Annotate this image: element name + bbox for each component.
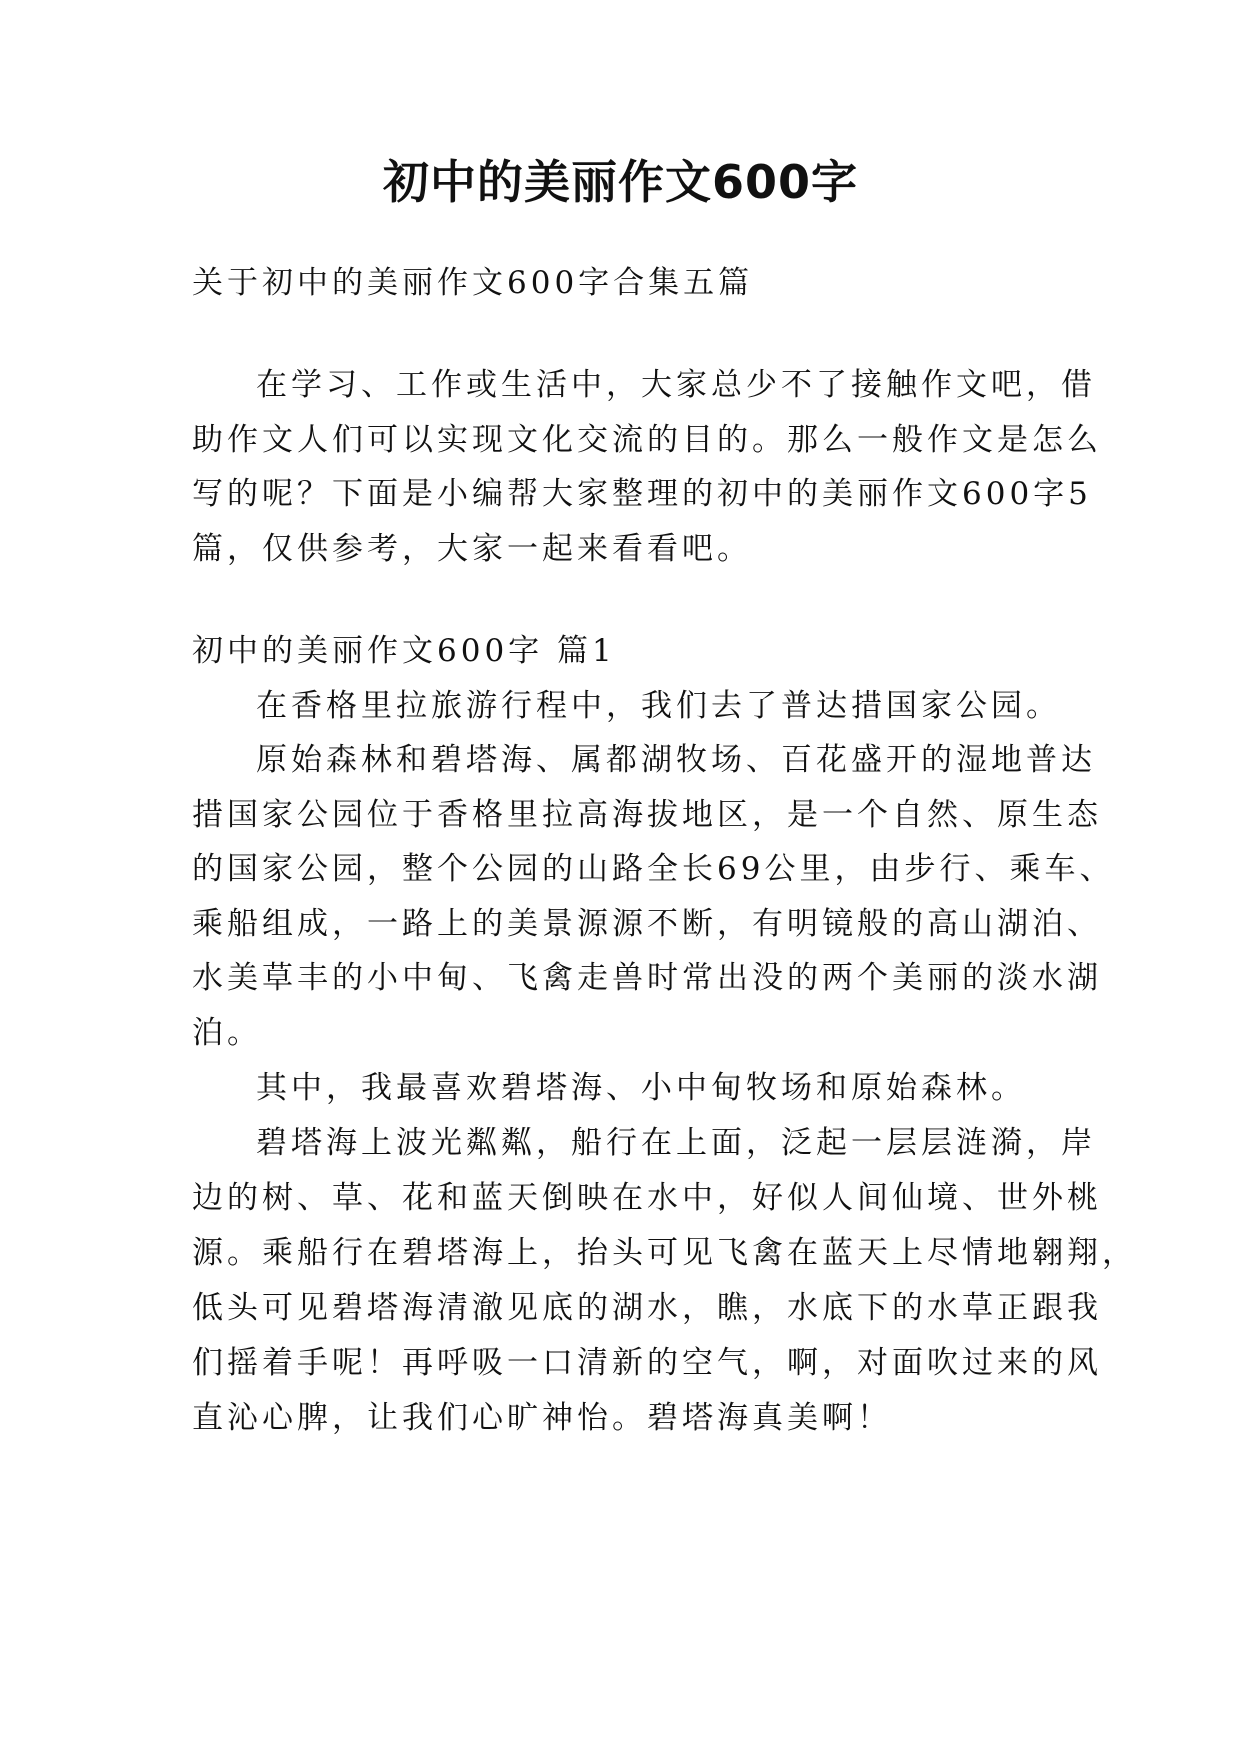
intro-line: 篇，仅供参考，大家一起来看看吧。 [192, 531, 752, 567]
body-line: 的国家公园，整个公园的山路全长69公里，由步行、乘车、 [192, 851, 1115, 887]
body-line: 碧塔海上波光粼粼，船行在上面，泛起一层层涟漪，岸 [256, 1125, 1096, 1161]
body-line: 乘船组成，一路上的美景源源不断，有明镜般的高山湖泊、 [192, 906, 1102, 942]
document-title: 初中的美丽作文600字 [382, 155, 859, 209]
section-heading: 初中的美丽作文600字 篇1 [192, 633, 616, 669]
body-line: 直沁心脾，让我们心旷神怡。碧塔海真美啊！ [192, 1400, 892, 1436]
body-line: 原始森林和碧塔海、属都湖牧场、百花盛开的湿地普达 [256, 742, 1096, 778]
body-line: 其中，我最喜欢碧塔海、小中甸牧场和原始森林。 [256, 1070, 1026, 1106]
body-line: 措国家公园位于香格里拉高海拔地区，是一个自然、原生态 [192, 797, 1102, 833]
body-line: 在香格里拉旅游行程中，我们去了普达措国家公园。 [256, 688, 1061, 724]
body-line: 源。乘船行在碧塔海上，抬头可见飞禽在蓝天上尽情地翱翔， [192, 1235, 1137, 1271]
intro-line: 助作文人们可以实现文化交流的目的。那么一般作文是怎么 [192, 422, 1102, 458]
intro-line: 写的呢？下面是小编帮大家整理的初中的美丽作文600字5 [192, 476, 1092, 512]
body-line: 水美草丰的小中甸、飞禽走兽时常出没的两个美丽的淡水湖 [192, 960, 1102, 996]
document-subtitle: 关于初中的美丽作文600字合集五篇 [192, 265, 754, 301]
intro-line: 在学习、工作或生活中，大家总少不了接触作文吧，借 [256, 367, 1096, 403]
body-line: 低头可见碧塔海清澈见底的湖水，瞧，水底下的水草正跟我 [192, 1290, 1102, 1326]
body-line: 边的树、草、花和蓝天倒映在水中，好似人间仙境、世外桃 [192, 1180, 1102, 1216]
body-line: 泊。 [192, 1015, 262, 1051]
body-line: 们摇着手呢！再呼吸一口清新的空气，啊，对面吹过来的风 [192, 1345, 1102, 1381]
